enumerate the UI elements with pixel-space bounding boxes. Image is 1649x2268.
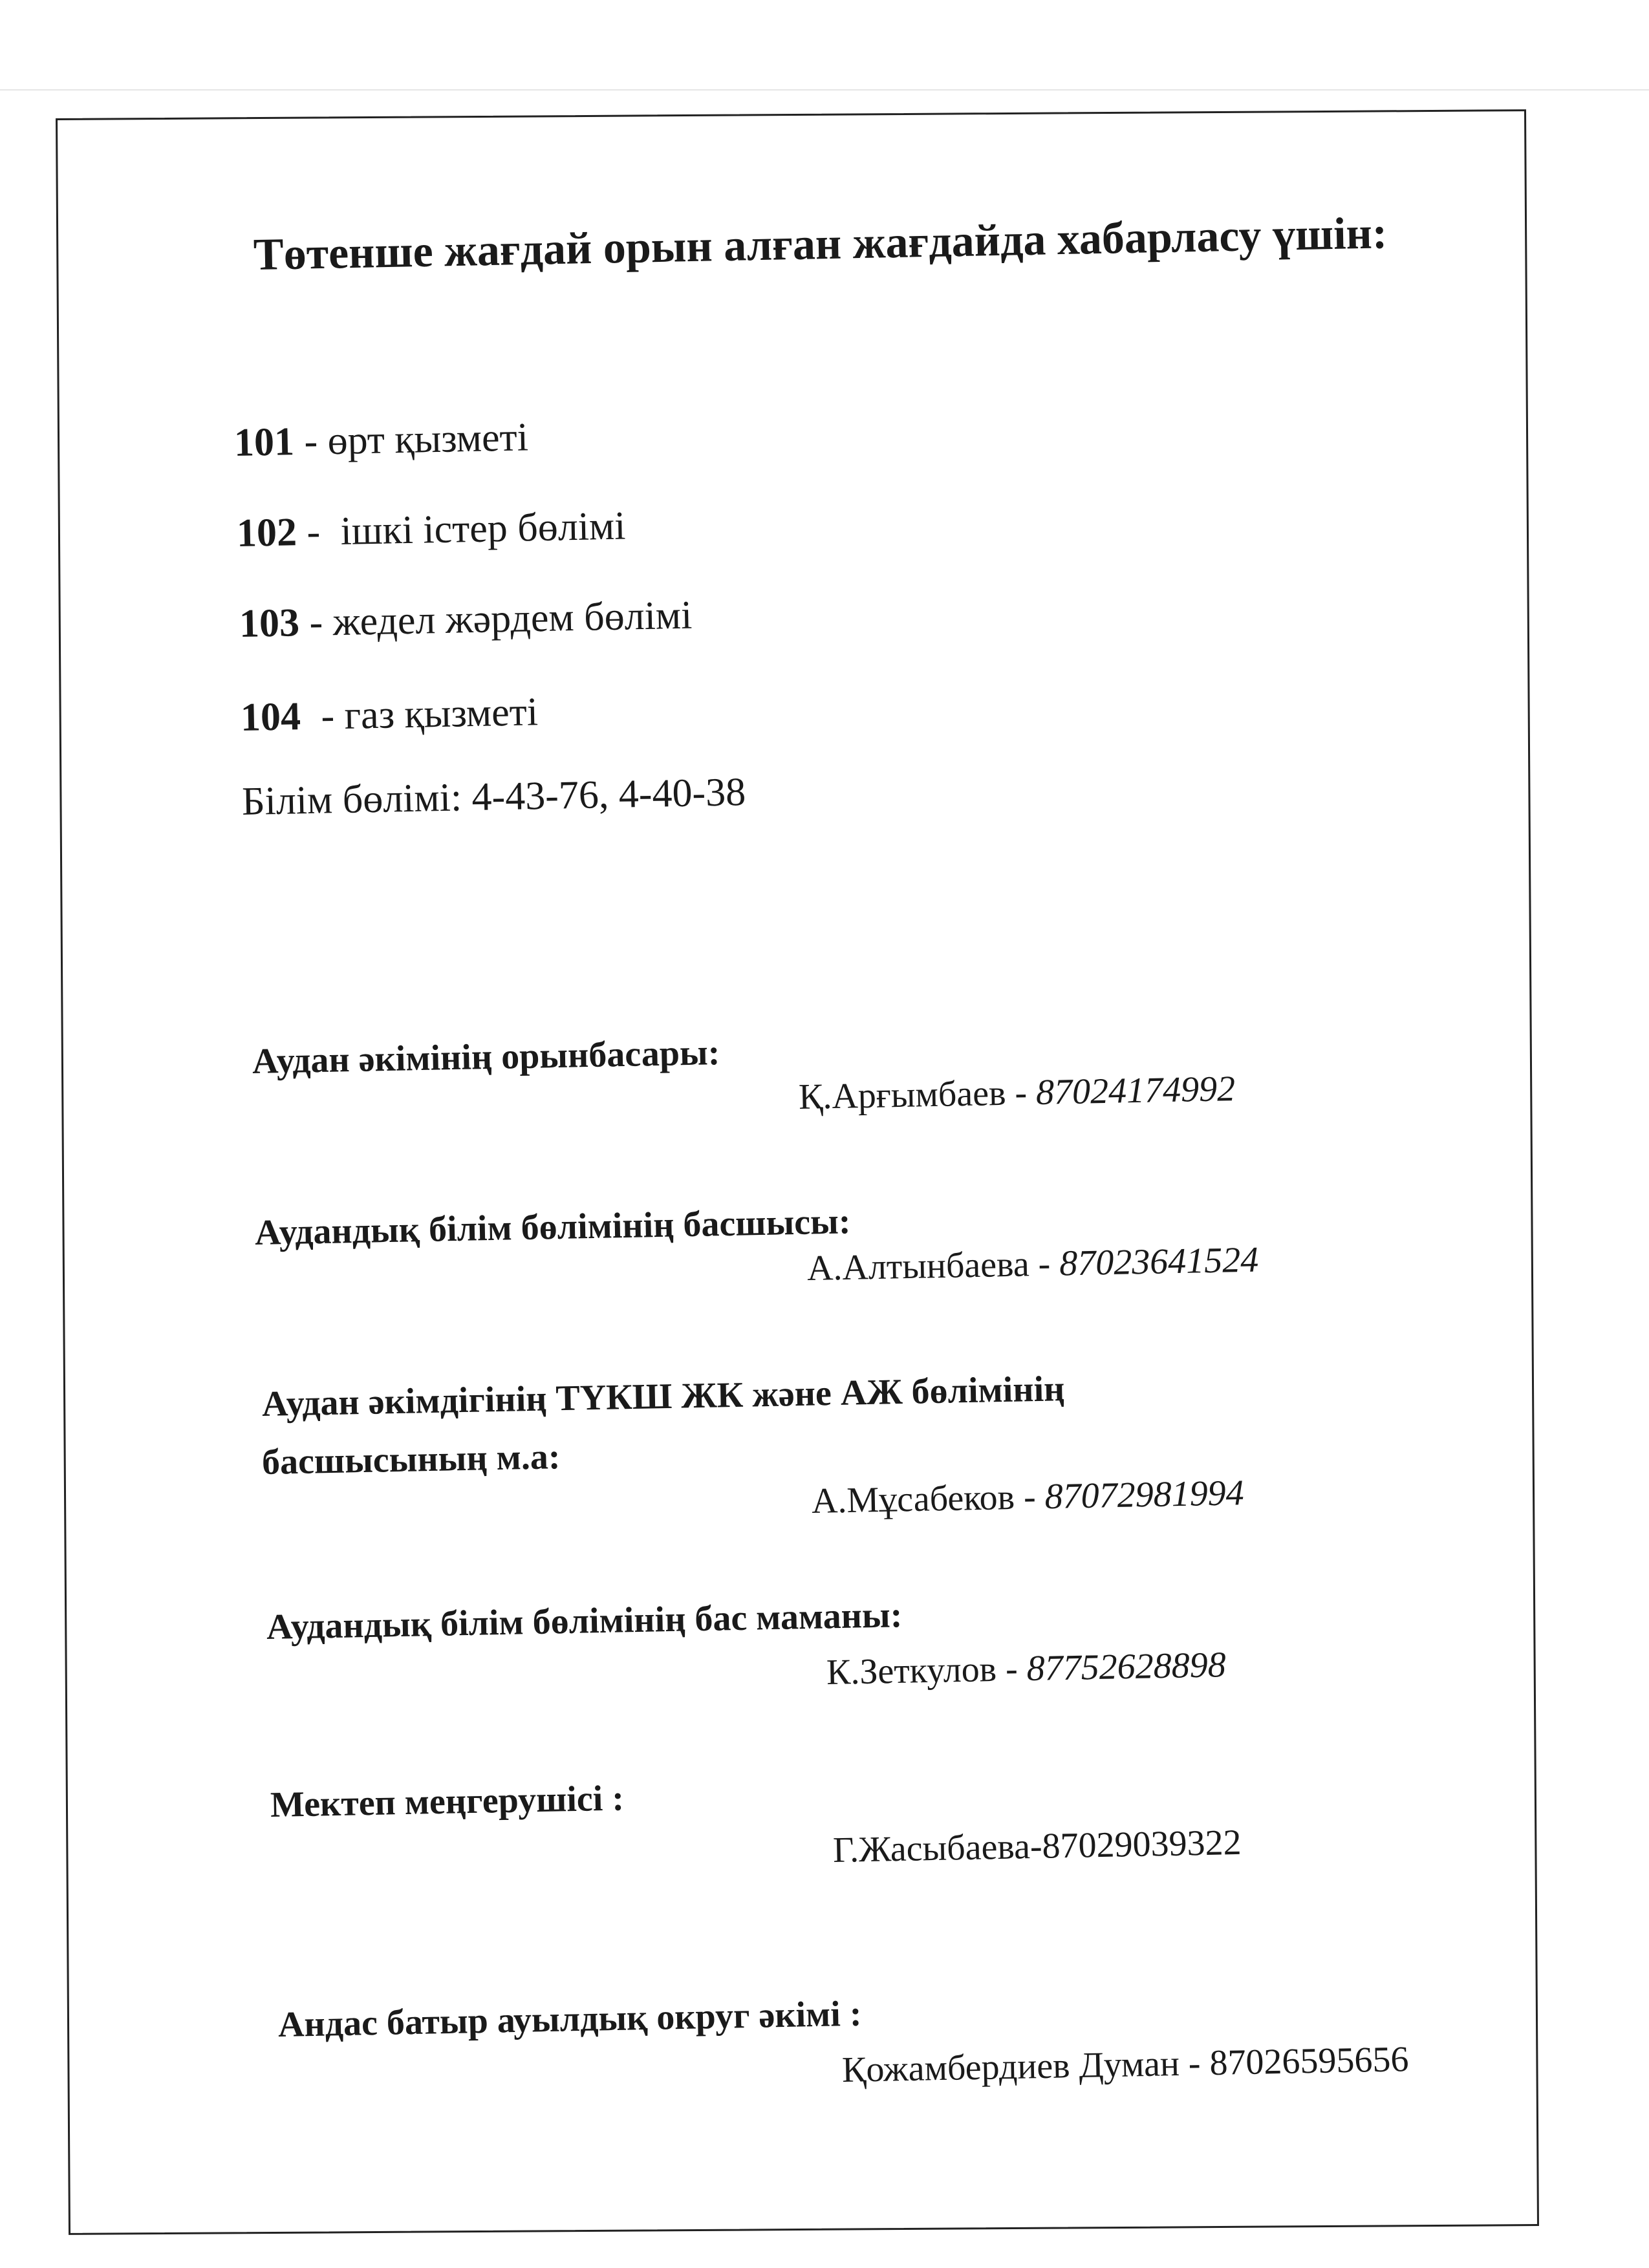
contact-separator: - xyxy=(1023,1477,1037,1517)
contact-separator: - xyxy=(1188,2043,1202,2084)
service-separator: - xyxy=(306,509,321,554)
contact-line xyxy=(811,1472,1244,1522)
service-number: 101 xyxy=(233,420,295,465)
contact-name: Г.Жасыбаева xyxy=(832,1826,1031,1870)
contact-phone: 87029039322 xyxy=(1041,1822,1242,1867)
contact-name: А.Мұсабеков xyxy=(811,1477,1015,1521)
contact-line xyxy=(826,1644,1226,1693)
service-number: 102 xyxy=(236,510,297,555)
contact-phone: 87024174992 xyxy=(1035,1069,1236,1113)
contact-name: Қожамбердиев Думан xyxy=(841,2043,1180,2090)
education-office-line xyxy=(241,769,746,825)
education-office-phones: 4-43-76, 4-40-38 xyxy=(471,770,746,820)
contact-name: К.Зеткулов xyxy=(826,1649,997,1693)
contact-role-line2: басшысының м.а: xyxy=(261,1437,561,1482)
contact-role: Аудандық білім бөлімінің бас маманы: xyxy=(266,1595,903,1647)
service-label: ішкі істер бөлімі xyxy=(339,504,627,553)
service-line-police xyxy=(236,503,626,557)
service-separator: - xyxy=(320,694,335,738)
contact-separator: - xyxy=(1005,1649,1018,1689)
contact-phone: 87026595656 xyxy=(1209,2039,1410,2084)
page-title: Төтенше жағдай орын алған жағдайда хабарласу үшін: xyxy=(253,208,1388,280)
service-number: 103 xyxy=(239,601,300,646)
service-line-gas xyxy=(240,689,538,741)
contact-separator: - xyxy=(1029,1826,1043,1867)
service-label: өрт қызметі xyxy=(327,415,529,464)
service-separator: - xyxy=(303,419,318,464)
contact-role: Аудандық білім бөлімінің басшысы: xyxy=(254,1201,852,1253)
service-label: газ қызметі xyxy=(343,690,539,738)
contact-line xyxy=(832,1822,1242,1871)
contact-phone: 87072981994 xyxy=(1044,1473,1245,1517)
contact-phone: 87752628898 xyxy=(1026,1645,1227,1689)
service-label: жедел жәрдем бөлімі xyxy=(332,593,693,645)
contact-separator: - xyxy=(1014,1073,1028,1113)
service-line-fire xyxy=(233,414,528,466)
service-line-ambulance xyxy=(239,593,693,647)
service-number: 104 xyxy=(240,694,301,740)
contact-separator: - xyxy=(1037,1243,1051,1285)
contact-name: А.Алтынбаева xyxy=(806,1244,1030,1289)
contact-line xyxy=(798,1068,1235,1118)
contact-role: Мектеп меңгерушісі : xyxy=(270,1778,625,1825)
contact-phone: 87023641524 xyxy=(1059,1239,1259,1284)
contact-role: Андас батыр ауылдық округ әкімі : xyxy=(277,1993,862,2045)
contact-line xyxy=(806,1239,1258,1289)
scan-edge-line xyxy=(0,89,1649,91)
contact-role: Аудан әкімдігінің ТҮКШ ЖК және АЖ бөлімінің xyxy=(261,1369,1065,1424)
contact-name: Қ.Арғымбаев xyxy=(798,1073,1007,1117)
education-office-label: Білім бөлімі: xyxy=(241,775,462,824)
contact-role: Аудан әкімінің орынбасары: xyxy=(252,1032,720,1082)
service-separator: - xyxy=(308,600,323,645)
